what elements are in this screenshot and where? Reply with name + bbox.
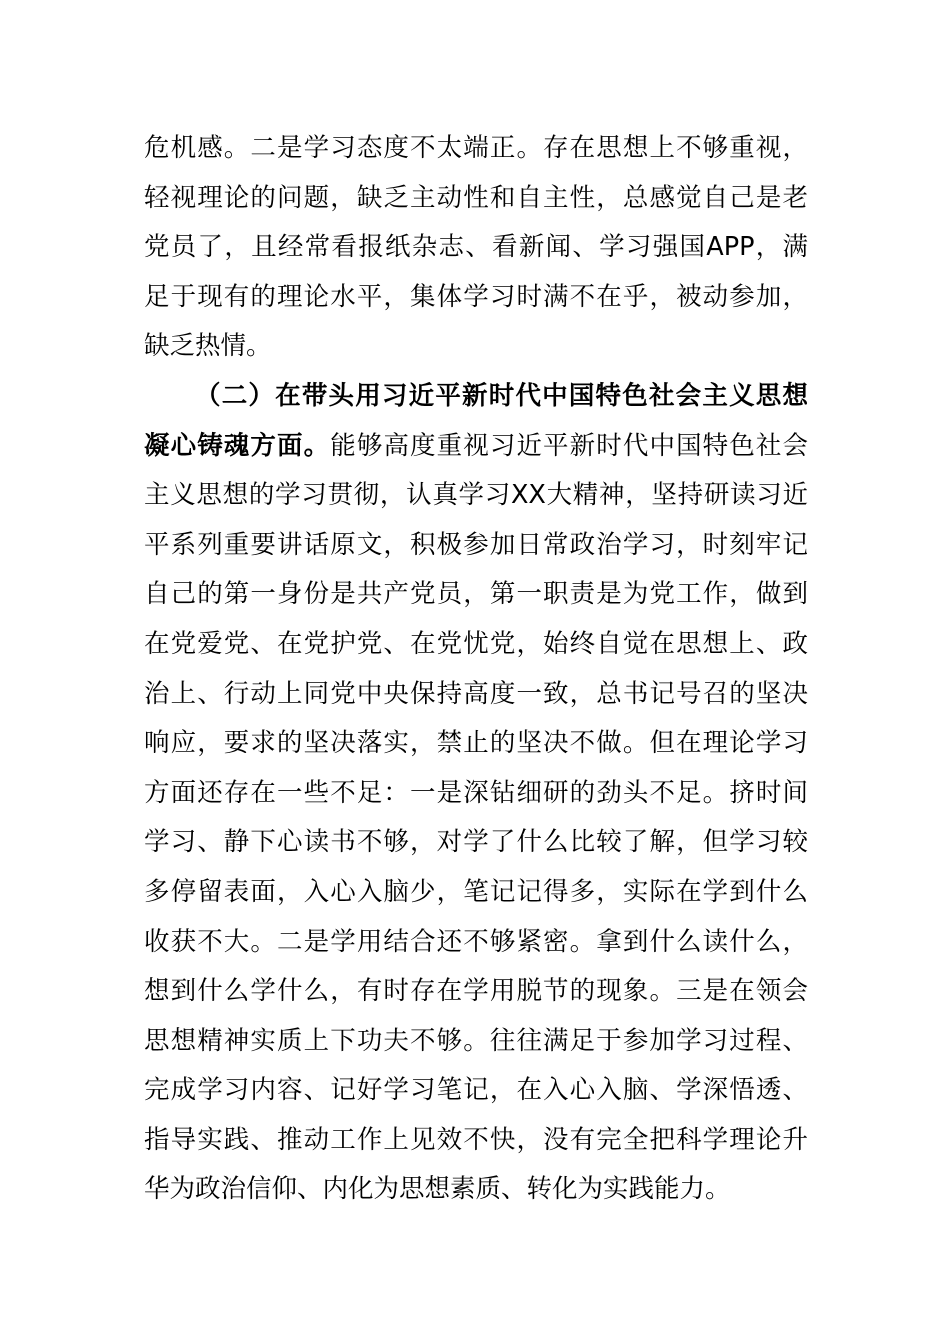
text-line: 自己的第一身份是共产党员，第一职责是为党工作，做到 bbox=[144, 579, 808, 610]
text-line: 在党爱党、在党护党、在党忧党，始终自觉在思想上、政 bbox=[144, 628, 808, 659]
text-line: 学习、静下心读书不够，对学了什么比较了解，但学习较 bbox=[144, 827, 808, 858]
paragraph-2 bbox=[144, 372, 808, 1215]
text-line: 华为政治信仰、内化为思想素质、转化为实践能力。 bbox=[144, 1174, 731, 1205]
section-heading-end: 凝心铸魂方面。 bbox=[144, 430, 331, 461]
section-heading: （二）在带头用习近平新时代中国特色社会主义思想 bbox=[195, 380, 808, 411]
document-body bbox=[144, 124, 808, 1215]
text-line: 危机感。二是学习态度不太端正。存在思想上不够重视， bbox=[144, 133, 808, 163]
text-line: 主义思想的学习贯彻，认真学习XX大精神，坚持研读习近 bbox=[144, 480, 808, 511]
text-line: 党员了，且经常看报纸杂志、看新闻、学习强国APP，满 bbox=[144, 232, 808, 263]
text-line: 指导实践、推动工作上见效不快，没有完全把科学理论升 bbox=[144, 1124, 808, 1155]
text-line: 方面还存在一些不足：一是深钻细研的劲头不足。挤时间 bbox=[144, 777, 808, 808]
text-line: 想到什么学什么，有时存在学用脱节的现象。三是在领会 bbox=[144, 976, 808, 1007]
text-span: 能够高度重视习近平新时代中国特色社会 bbox=[330, 430, 808, 461]
text-line: 轻视理论的问题，缺乏主动性和自主性，总感觉自己是老 bbox=[144, 182, 808, 213]
text-line: 收获不大。二是学用结合还不够紧密。拿到什么读什么， bbox=[144, 926, 808, 957]
text-line: 足于现有的理论水平，集体学习时满不在乎，被动参加， bbox=[144, 281, 808, 312]
text-line bbox=[144, 422, 808, 472]
text-line: 思想精神实质上下功夫不够。往往满足于参加学习过程、 bbox=[144, 1025, 808, 1056]
text-line: 治上、行动上同党中央保持高度一致，总书记号召的坚决 bbox=[144, 678, 808, 709]
text-line: 缺乏热情。 bbox=[144, 331, 272, 362]
paragraph-1 bbox=[144, 124, 808, 372]
text-line: 完成学习内容、记好学习笔记，在入心入脑、学深悟透、 bbox=[144, 1075, 808, 1106]
text-line: 多停留表面，入心入脑少，笔记记得多，实际在学到什么 bbox=[144, 876, 808, 907]
text-line: 响应，要求的坚决落实，禁止的坚决不做。但在理论学习 bbox=[144, 728, 808, 759]
text-line: 平系列重要讲话原文，积极参加日常政治学习，时刻牢记 bbox=[144, 529, 808, 560]
